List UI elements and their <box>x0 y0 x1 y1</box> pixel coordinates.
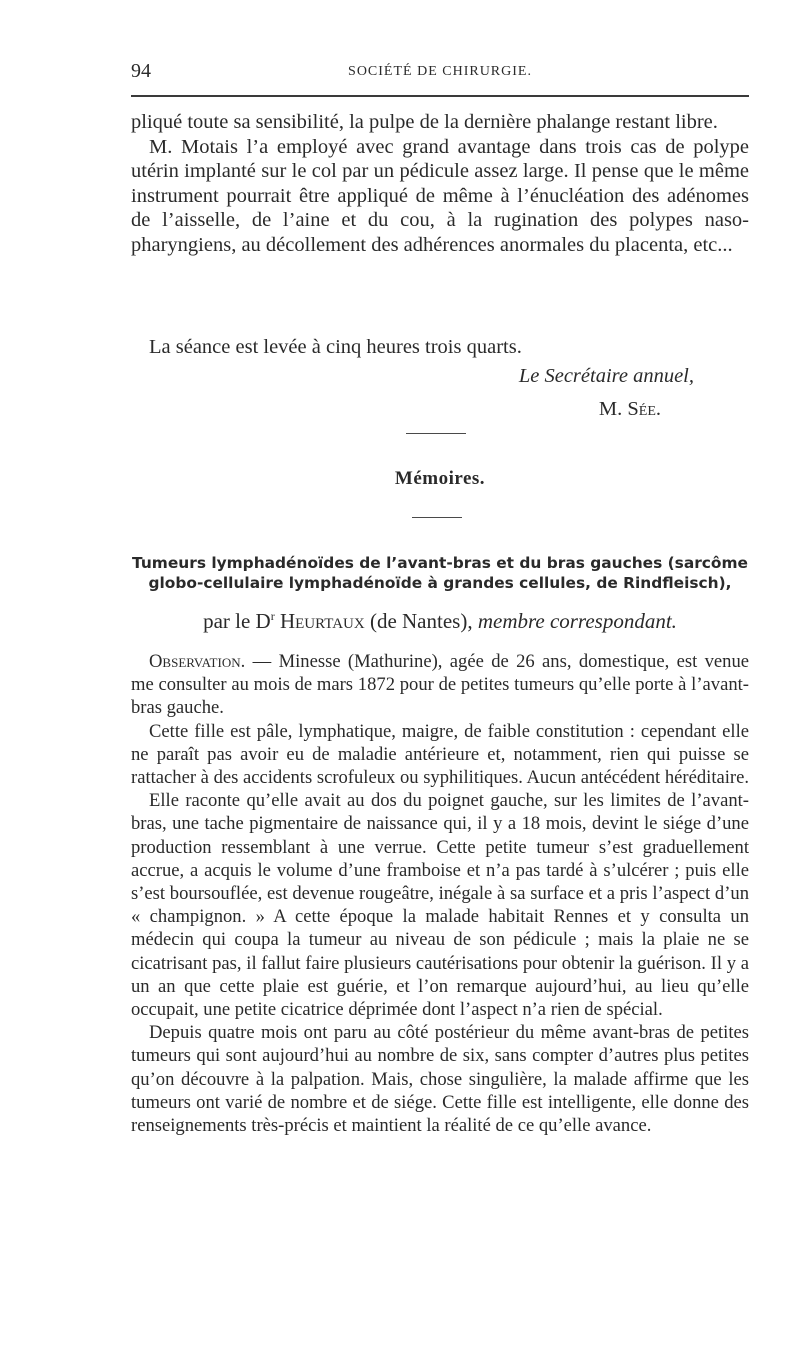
article-title-line: Tumeurs lymphadénoïdes de l’avant-bras et du bras gauches (sarcôme <box>132 554 748 572</box>
paragraph-text: — Minesse (Mathurine), agée de 26 ans, domestique, est venue me consulter au mois de mars 1872 pour de petites tumeurs qu’elle porte à l’avant-bras gauche. <box>131 651 749 719</box>
session-closing: La séance est levée à cinq heures trois quarts. <box>149 336 522 358</box>
section-divider <box>406 433 466 434</box>
signature-name: M. Sée. <box>598 398 661 420</box>
paragraph <box>131 650 749 720</box>
section-heading: Mémoires. <box>394 468 486 489</box>
continuation-text <box>131 110 749 258</box>
byline-place: (de Nantes), <box>369 609 473 633</box>
paragraph: Elle raconte qu’elle avait au dos du poignet gauche, sur les limites de l’avant-bras, une tache pigmentaire de naissance qui, il y a 18 mois, devint le siége d’une production ressemblant à une verrue. Cette petite tumeur s’est graduellement accrue, a acquis le volume d’une framboise et n’a pas tardé à s’ulcérer ; puis elle s’est boursouflée, est devenue rougeâtre, inégale à sa surface et a pris l’aspect d’un « champignon. » A cette époque la malade habitait Rennes et y consulta un médecin qui coupa la tumeur au niveau de son pédicule ; mais la plaie ne se cicatrisant pas, il fallut faire plusieurs cautérisations pour obtenir la guérison. Il y a un an que cette plaie est guérie, et l’on remarque aujourd’hui, au lieu qu’elle occupait, une petite cicatrice déprimée dont l’aspect n’a rien de spécial. <box>131 790 749 1021</box>
byline-prefix: par le D <box>203 609 271 633</box>
observation-label: Observation. <box>149 651 246 672</box>
byline-author: Heurtaux <box>279 609 365 633</box>
observation-text <box>131 650 749 1137</box>
paragraph: Depuis quatre mois ont paru au côté postérieur du même avant-bras de petites tumeurs qui sont aujourd’hui au nombre de six, sans compter d’autres plus petites qu’on découvre à la palpation. Mais, chose singulière, la malade affirme que les tumeurs ont varié de nombre et de siége. Cette fille est intelligente, elle donne des renseignements très-précis et maintient la réalité de ce qu’elle avance. <box>131 1022 749 1137</box>
signature-title: Le Secrétaire annuel, <box>518 365 694 387</box>
header-rule <box>131 95 749 97</box>
page-header <box>131 60 749 86</box>
byline <box>118 609 762 634</box>
article-title-line: globo-cellulaire lymphadénoïde à grandes cellules, de Rindfleisch), <box>148 574 732 592</box>
byline-sup: r <box>270 609 275 623</box>
section-divider <box>412 517 462 518</box>
article-title <box>118 553 762 593</box>
paragraph: pliqué toute sa sensibilité, la pulpe de la dernière phalange restant libre. <box>131 111 718 133</box>
paragraph: M. Motais l’a employé avec grand avantage dans trois cas de polype utérin implanté sur le col par un pédicule assez large. Il pense que le même instrument pourrait être appliqué de même à l’énucléation des adénomes de l’aisselle, de l’aine et du cou, à la rugination des polypes naso-pharyngiens, au décollement des adhérences anormales du placenta, etc... <box>131 135 749 256</box>
running-head: SOCIÉTÉ DE CHIRURGIE. <box>348 64 532 79</box>
page-number: 94 <box>131 60 151 82</box>
paragraph: Cette fille est pâle, lymphatique, maigre, de faible constitution : cependant elle ne paraît pas avoir eu de maladie antérieure et, notamment, rien qui puisse se rattacher à des accidents scrofuleux ou syphilitiques. Aucun antécédent héréditaire. <box>131 720 749 789</box>
byline-role: membre correspondant. <box>477 609 677 633</box>
